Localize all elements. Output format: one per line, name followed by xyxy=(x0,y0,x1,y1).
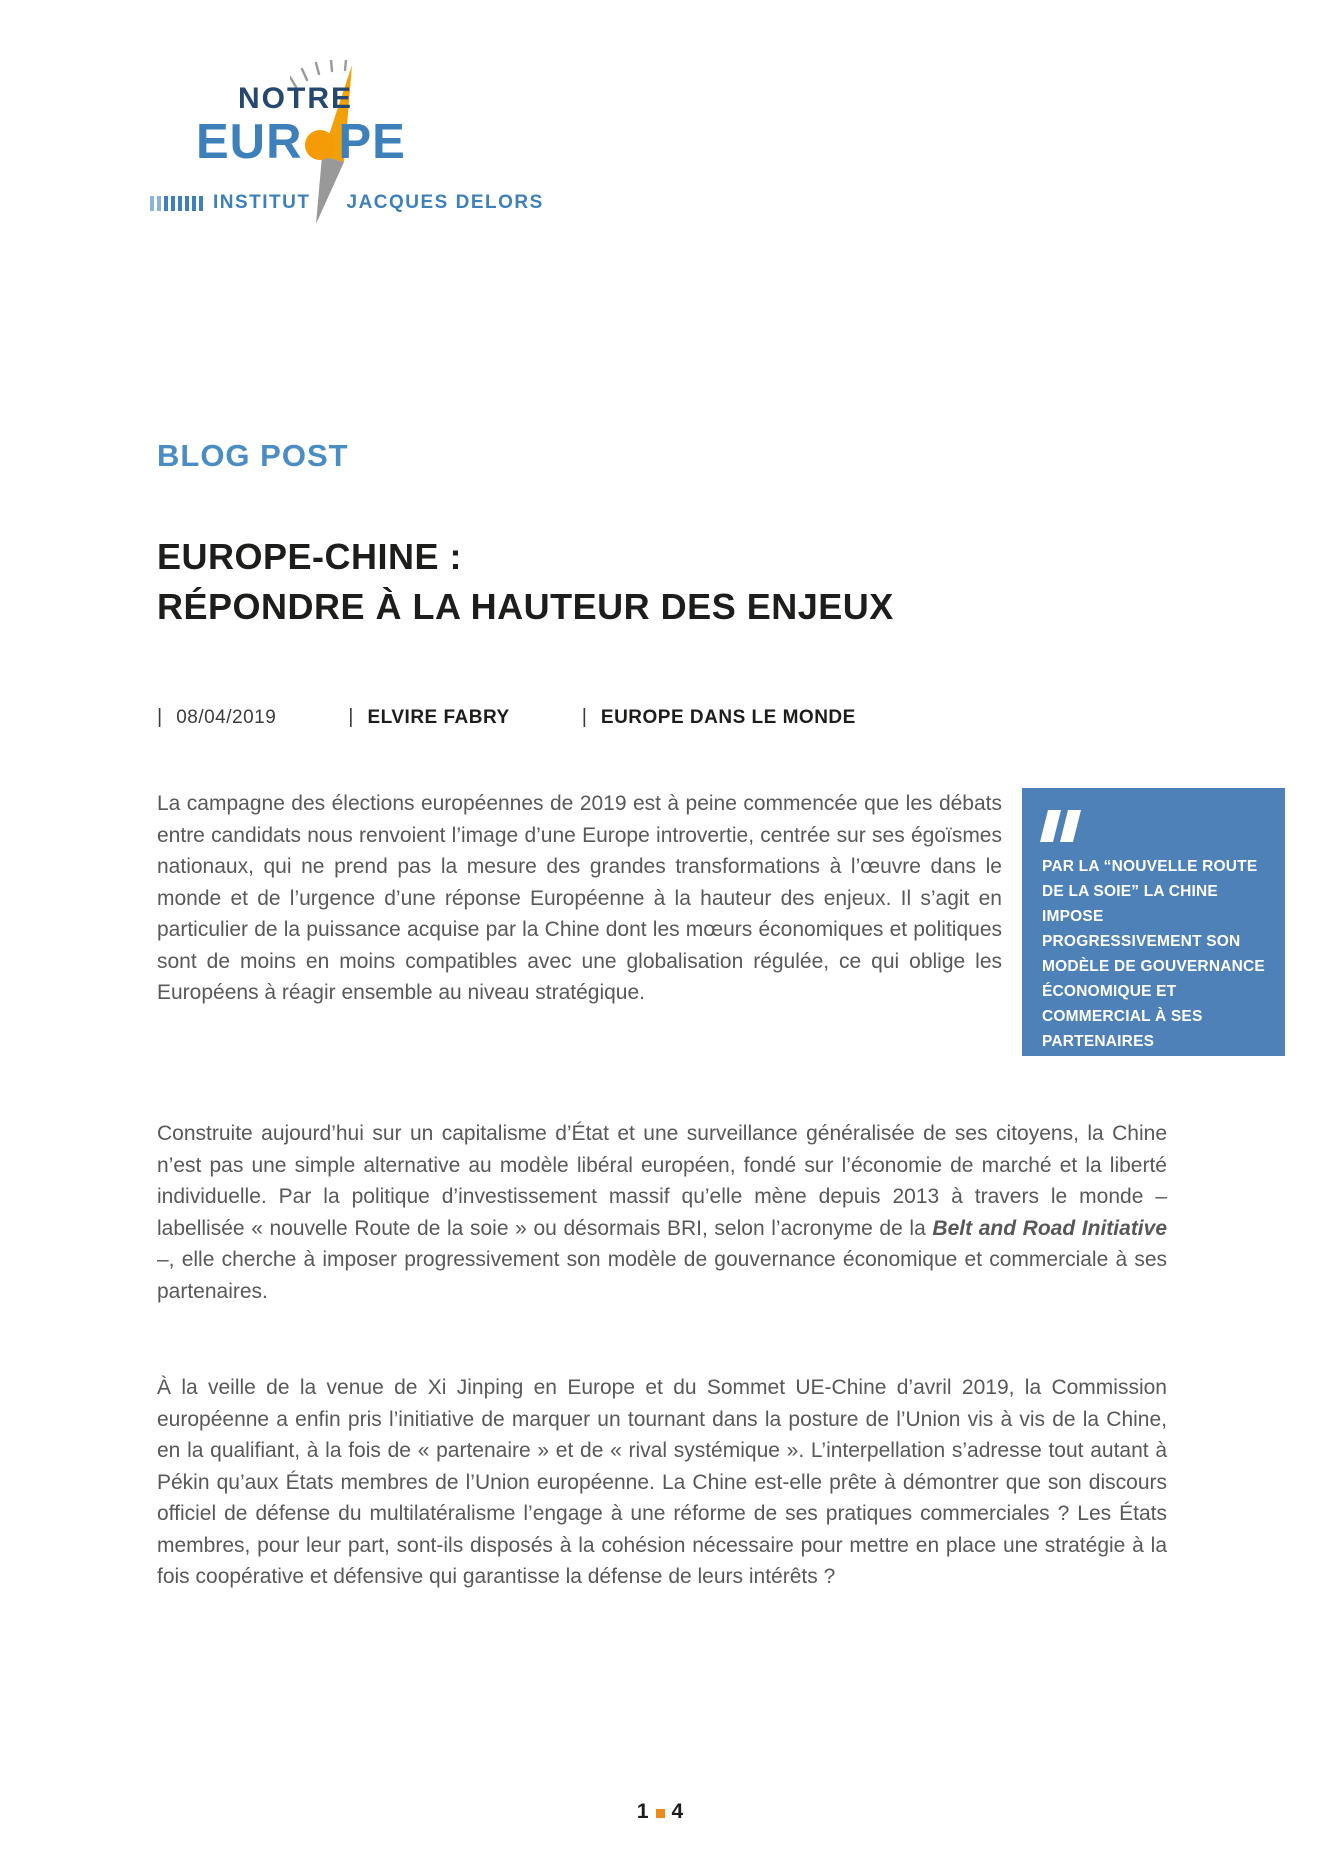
lead-section xyxy=(157,788,1285,1056)
paragraph-2 xyxy=(157,1118,1167,1307)
page-number-total: 4 xyxy=(671,1800,684,1823)
page-separator-square-icon xyxy=(656,1809,665,1818)
paragraph-3: À la veille de la venue de Xi Jinping en Europe et du Sommet UE-Chine d’avril 2019, la Commission européenne a enfin pris l’initiative de marquer un tournant dans la posture de l’Union vis à vis de la Chine, en la qualifiant, à la fois de « partenaire » et de « rival systémique ». L’interpellation s’adresse tout autant à Pékin qu’aux États membres de l’Union européenne. La Chine est-elle prête à démontrer que son discours officiel de défense du multilatéralisme l’engage à une réforme de ses pratiques commerciales ? Les États membres, pour leur part, sont-ils disposés à la cohésion nécessaire pour mettre en place une stratégie à la fois coopérative et défensive qui garantisse la défense de leurs intérêts ? xyxy=(157,1376,1167,1588)
meta-date-item xyxy=(157,706,276,729)
meta-separator-icon: | xyxy=(348,706,354,728)
logo-notre-text: NOTRE xyxy=(238,82,353,115)
author-name: ELVIRE FABRY xyxy=(367,707,510,728)
meta-row xyxy=(157,706,856,729)
paragraph-2-end: –, elle cherche à imposer progressivement son modèle de gouvernance économique et commerciale à ses partenaires. xyxy=(157,1248,1167,1303)
kicker: BLOG POST xyxy=(157,438,349,473)
logo-institute-name: JACQUES DELORS xyxy=(346,192,544,213)
pull-quote-box xyxy=(1022,788,1285,1056)
logo-bars-icon xyxy=(150,196,203,211)
logo-europe-text xyxy=(196,114,406,170)
double-quote-icon xyxy=(1044,810,1267,842)
article-category: EUROPE DANS LE MONDE xyxy=(600,707,856,728)
logo-tagline xyxy=(150,192,544,214)
meta-separator-icon: | xyxy=(157,706,163,728)
meta-author-item xyxy=(348,706,509,729)
logo-europe-right: PE xyxy=(338,115,406,169)
logo-europe-left: EUR xyxy=(196,115,303,169)
publication-date: 08/04/2019 xyxy=(176,707,277,728)
meta-category-item xyxy=(582,706,856,729)
paragraph-1: La campagne des élections européennes de 2019 est à peine commencée que les débats entre candidats nous renvoient l’image d’une Europe introvertie, centrée sur ses égoïsmes nationaux, qui ne prend pas la mesure des grandes transformations à l’œuvre dans le monde et de l’urgence d’une réponse Européenne à la hauteur des enjeux. Il s’agit en particulier de la puissance acquise par la Chine dont les mœurs économiques et politiques sont de moins en moins compatibles avec une globalisation régulée, ce qui oblige les Européens à réagir ensemble au niveau stratégique. xyxy=(157,792,1002,1004)
title-line-2: RÉPONDRE À LA HAUTEUR DES ENJEUX xyxy=(157,586,894,627)
title-line-1: EUROPE-CHINE : xyxy=(157,536,463,577)
logo-orange-dot-icon xyxy=(305,130,335,160)
notre-europe-logo xyxy=(150,70,610,235)
emphasis-belt-and-road: Belt and Road Initiative xyxy=(932,1216,1167,1240)
paragraph-2-start: Construite aujourd’hui sur un capitalisme d’État et une surveillance généralisée de ses citoyens, la Chine n’est pas une simple alternative au modèle libéral européen, fondé sur l’économie de marché et la liberté individuelle. Par la politique d’investissement massif qu’elle mène depuis 2013 à travers le monde – labellisée « nouvelle Route de la soie » ou désormais BRI, selon l’acronyme de la xyxy=(157,1122,1167,1240)
meta-separator-icon: | xyxy=(581,706,587,728)
page-number-current: 1 xyxy=(636,1800,649,1823)
logo-institute-word: INSTITUT xyxy=(213,192,311,213)
page-title xyxy=(157,532,894,632)
page-footer xyxy=(0,1800,1320,1824)
pull-quote-text: PAR LA “NOUVELLE ROUTE DE LA SOIE” LA CHINE IMPOSE PROGRESSIVEMENT SON MODÈLE DE GOUVERNANCE ÉCONOMIQUE ET COMMERCIAL À SES PARTENAIRES xyxy=(1042,858,1265,1050)
